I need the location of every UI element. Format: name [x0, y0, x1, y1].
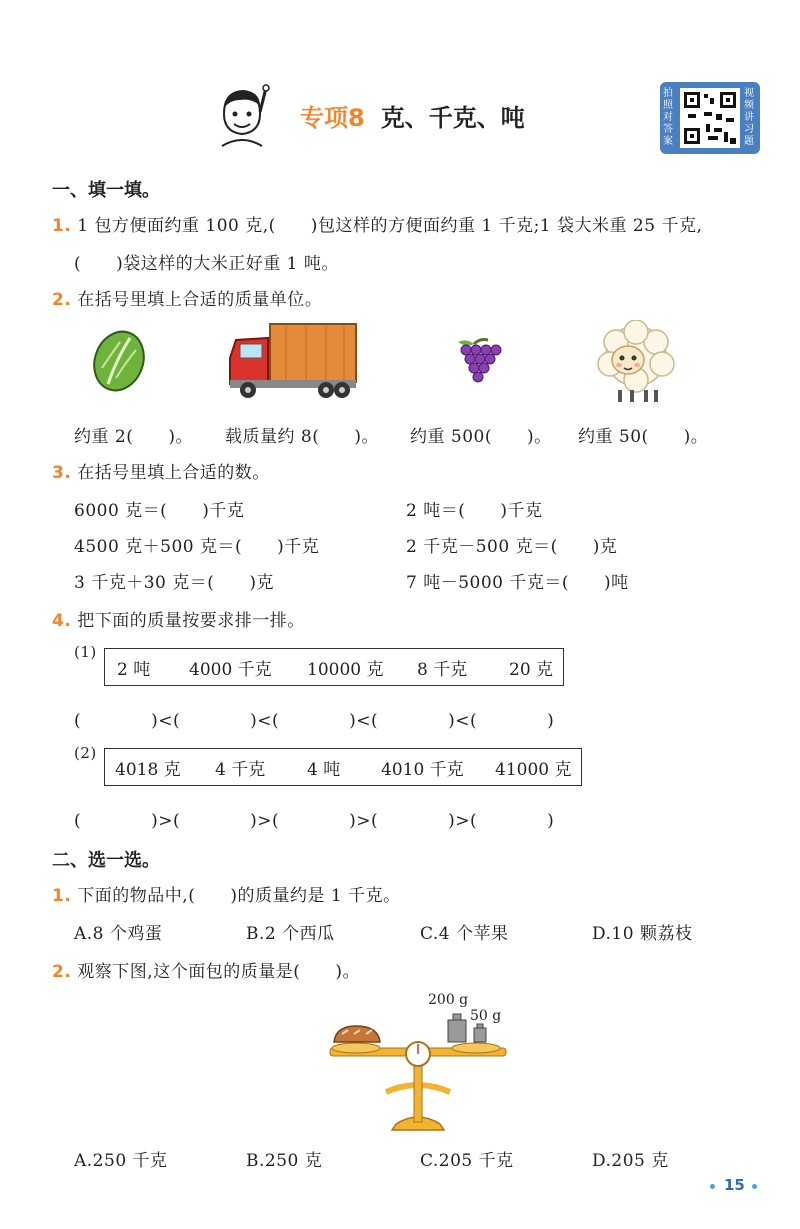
page-dot-left	[710, 1184, 715, 1189]
mass-item: 8 千克	[417, 659, 468, 680]
question-1-line-1	[52, 211, 702, 236]
caption-cabbage: 约重 2( )。	[74, 427, 193, 447]
question-number: 1.	[52, 886, 72, 906]
option-d[interactable]: D.10 颗荔枝	[592, 924, 693, 944]
conversion-item: 3 千克＋30 克＝( )克	[74, 573, 275, 593]
topic-tag: 专项8	[300, 104, 365, 132]
section-1-heading: 一、填一填。	[52, 180, 160, 201]
option-c[interactable]: C.4 个苹果	[420, 924, 509, 944]
mass-item: 4 吨	[307, 759, 341, 780]
mass-item: 4010 千克	[381, 759, 464, 780]
question-text: 1 包方便面约重 100 克,( )包这样的方便面约重 1 千克;1 袋大米重 25 千克,	[77, 216, 703, 236]
conversion-item: 2 千克－500 克＝( )克	[406, 537, 618, 557]
part-1-label: (1)	[74, 643, 97, 661]
sheep-icon	[594, 320, 678, 404]
question-3	[52, 458, 270, 483]
question-text: 观察下图,这个面包的质量是( )。	[77, 962, 360, 982]
grapes-icon	[454, 336, 502, 386]
caption-grapes: 约重 500( )。	[410, 427, 552, 447]
answer-row-2: ( )>( )>( )>( )>( )	[74, 811, 555, 831]
mass-item: 41000 克	[495, 759, 572, 780]
mass-item: 10000 克	[307, 659, 384, 680]
section-2-heading: 二、选一选。	[52, 850, 160, 871]
title-text: 克、千克、吨	[380, 104, 525, 132]
option-c[interactable]: C.205 千克	[420, 1151, 514, 1171]
caption-sheep: 约重 50( )。	[578, 427, 709, 447]
question-text: 把下面的质量按要求排一排。	[77, 611, 305, 631]
part-2-label: (2)	[74, 744, 97, 762]
choice-question-2	[52, 957, 360, 982]
conversion-item: 4500 克＋500 克＝( )千克	[74, 537, 320, 557]
question-text: 下面的物品中,( )的质量约是 1 千克。	[77, 886, 401, 906]
conversion-item: 2 吨＝( )千克	[406, 501, 543, 521]
qr-panel[interactable]	[660, 82, 760, 154]
question-number: 3.	[52, 463, 72, 483]
question-4	[52, 606, 305, 631]
conversion-item: 7 吨－5000 千克＝( )吨	[406, 573, 629, 593]
qr-code-icon[interactable]	[680, 88, 740, 148]
question-number: 2.	[52, 290, 72, 310]
question-1-line-2: ( )袋这样的大米正好重 1 吨。	[74, 254, 339, 274]
option-d[interactable]: D.205 克	[592, 1151, 669, 1171]
qr-left-text: 拍照对答案	[663, 88, 673, 147]
option-a[interactable]: A.8 个鸡蛋	[74, 924, 163, 944]
truck-icon	[226, 322, 360, 400]
question-text: 在括号里填上合适的质量单位。	[77, 290, 323, 310]
page-dot-right	[752, 1184, 757, 1189]
mass-item: 4 千克	[215, 759, 266, 780]
weight-label-50g: 50 g	[470, 1008, 502, 1024]
question-2	[52, 285, 322, 310]
caption-truck: 载质量约 8( )。	[225, 427, 379, 447]
question-number: 4.	[52, 611, 72, 631]
option-b[interactable]: B.250 克	[246, 1151, 323, 1171]
boy-mascot	[216, 84, 272, 148]
mass-item: 4000 千克	[189, 659, 272, 680]
weight-label-200g: 200 g	[428, 992, 469, 1008]
cabbage-icon	[90, 328, 148, 394]
option-a[interactable]: A.250 千克	[74, 1151, 168, 1171]
page-title	[300, 98, 525, 133]
page-number: 15	[724, 1176, 745, 1194]
conversion-item: 6000 克＝( )千克	[74, 501, 245, 521]
choice-question-1	[52, 881, 401, 906]
mass-item: 4018 克	[115, 759, 181, 780]
question-number: 2.	[52, 962, 72, 982]
mass-item: 20 克	[509, 659, 554, 680]
question-number: 1.	[52, 216, 72, 236]
mass-item: 2 吨	[117, 659, 151, 680]
option-b[interactable]: B.2 个西瓜	[246, 924, 335, 944]
question-text: 在括号里填上合适的数。	[77, 463, 270, 483]
answer-row-1: ( )<( )<( )<( )<( )	[74, 711, 555, 731]
qr-right-text: 视频讲习题	[744, 88, 754, 147]
mass-list-box-1	[104, 648, 564, 686]
mass-list-box-2	[104, 748, 582, 786]
